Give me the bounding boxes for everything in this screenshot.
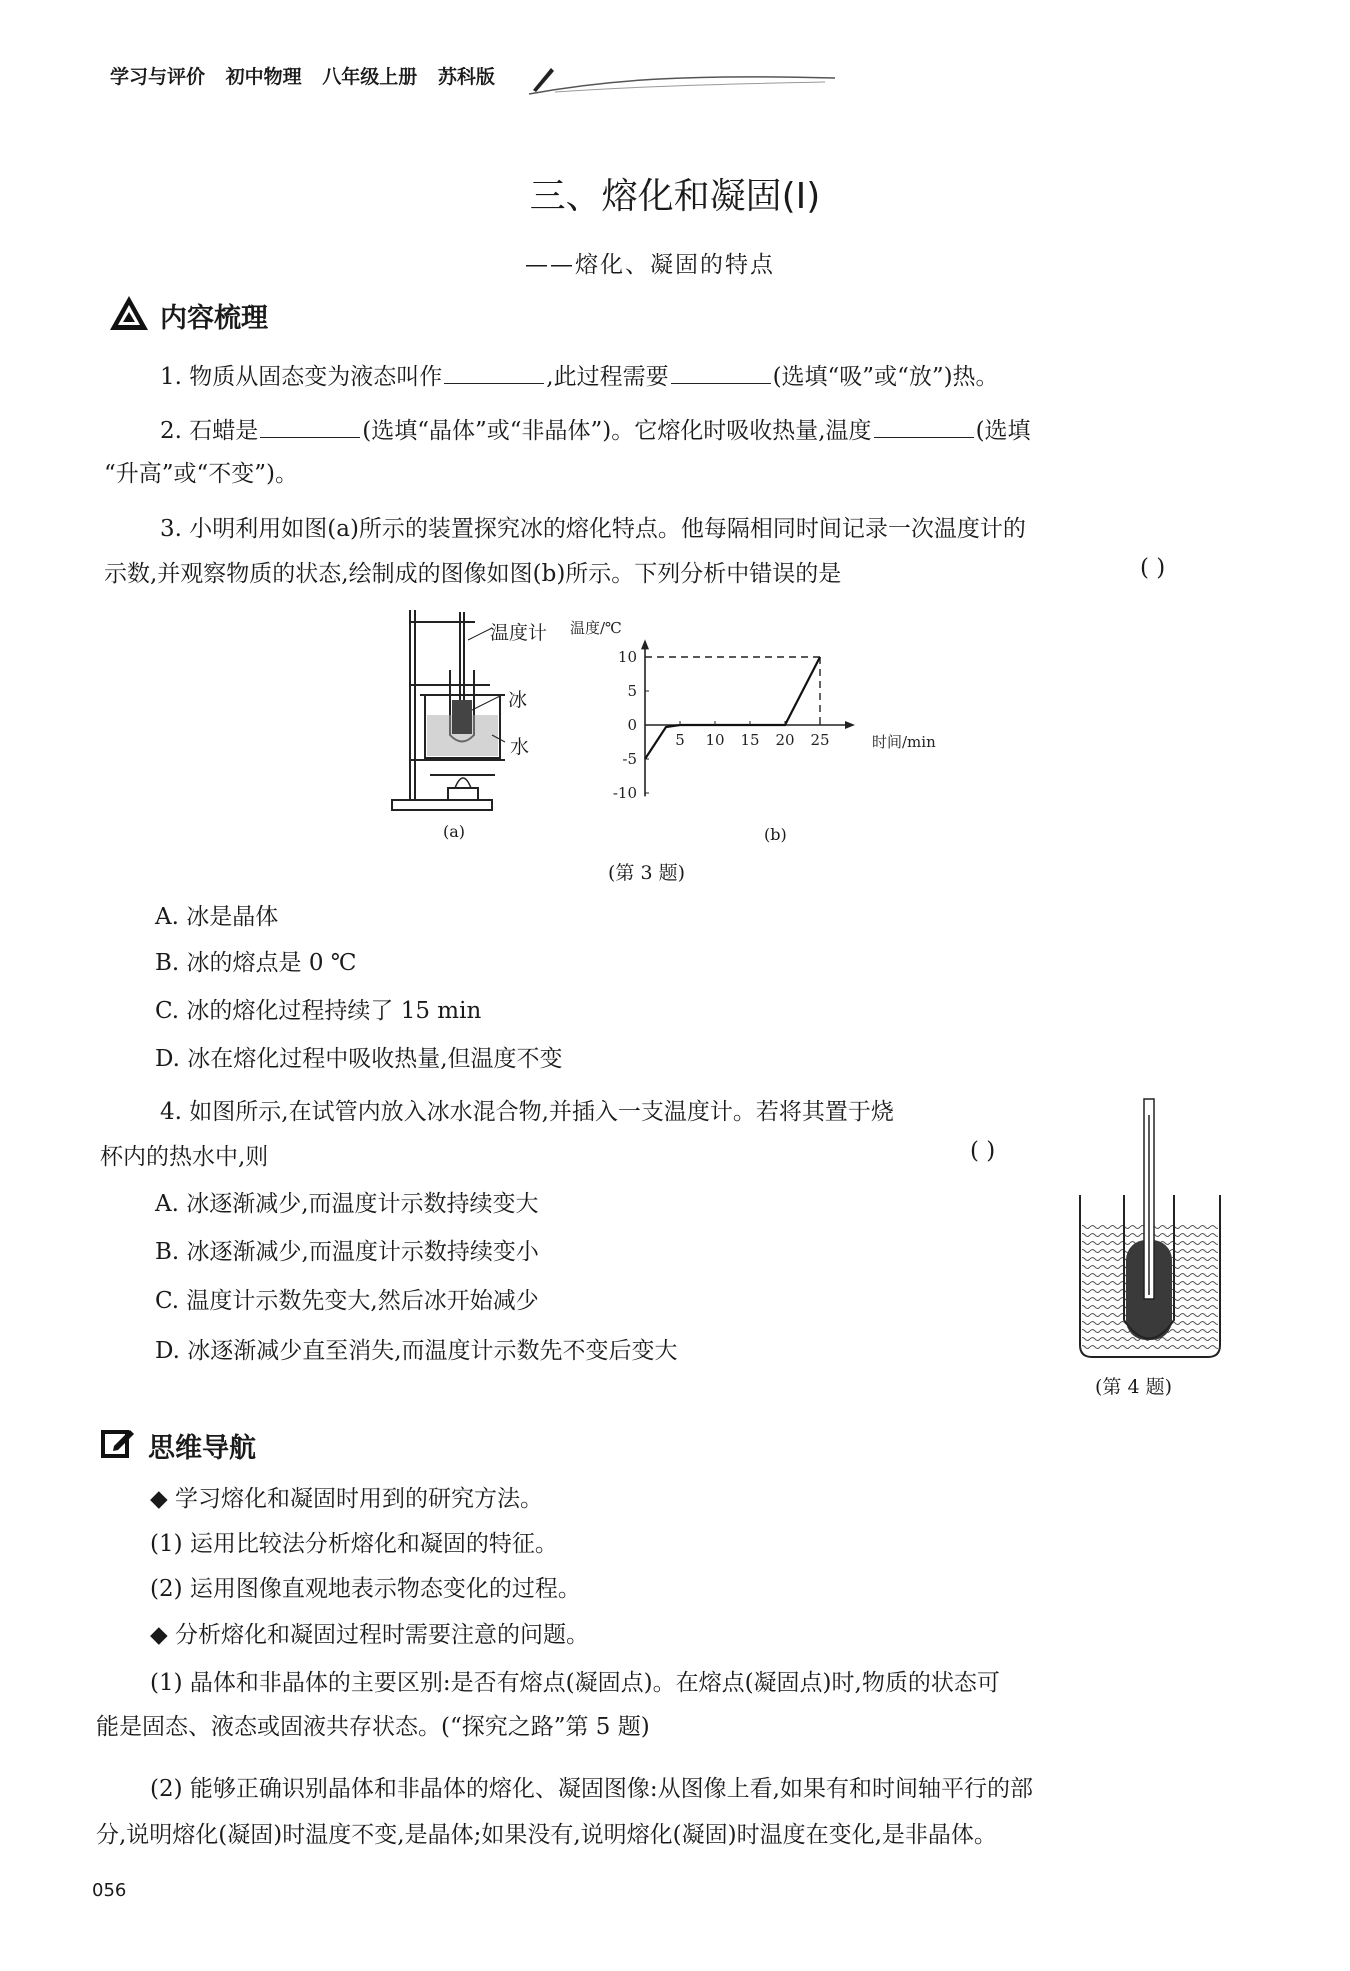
section-title-navigation: 思维导航 — [148, 1433, 256, 1464]
nav-bullet-1 — [150, 1480, 543, 1513]
figure-4-caption: (第 4 题) — [1095, 1376, 1172, 1398]
nav-para-1-line-1: (1) 晶体和非晶体的主要区别:是否有熔点(凝固点)。在熔点(凝固点)时,物质的状态可 — [150, 1670, 1000, 1696]
page-subtitle: ——熔化、凝固的特点 — [525, 252, 775, 278]
q3-line-2: 示数,并观察物质的状态,绘制成的图像如图(b)所示。下列分析中错误的是 — [104, 561, 842, 587]
chart-xlabel: 时间/min — [872, 733, 936, 751]
chart-y-tick-label: 10 — [617, 648, 637, 666]
running-header — [110, 62, 509, 89]
figure-b-chart — [560, 610, 980, 840]
chart-x-tick-label: 10 — [705, 731, 725, 749]
label-ice: 冰 — [508, 689, 528, 711]
q4-line-2: 杯内的热水中,则 — [100, 1144, 269, 1170]
header-pen-icon — [525, 60, 845, 100]
chart-y-tick-label: -10 — [612, 784, 637, 802]
header-subject: 初中物理 — [225, 66, 302, 88]
q2-blank-2 — [874, 436, 974, 438]
page-title: 三、熔化和凝固(Ⅰ) — [529, 176, 821, 217]
chart-x-tick-label: 15 — [740, 731, 760, 749]
label-water: 水 — [510, 736, 530, 758]
chart-x-arrow — [845, 721, 855, 729]
header-grade: 八年级上册 — [322, 66, 418, 88]
chart-y-tick-label: 0 — [627, 716, 637, 734]
chart-guides — [645, 657, 820, 725]
q4-option-b: B. 冰逐渐减少,而温度计示数持续变小 — [155, 1239, 539, 1265]
q1-blank-2 — [671, 382, 771, 384]
diamond-bullet-icon: ◆ — [150, 1486, 175, 1512]
q2-text-c: (选填 — [975, 418, 1031, 444]
nav-para-2-line-2: 分,说明熔化(凝固)时温度不变,是晶体;如果没有,说明熔化(凝固)时温度在变化,是非晶体。 — [96, 1822, 997, 1848]
edit-section-icon — [100, 1426, 138, 1460]
q2-text-b: (选填“晶体”或“非晶体”)。它熔化时吸收热量,温度 — [362, 418, 872, 444]
chart-y-arrow — [641, 639, 649, 649]
q3-option-d: D. 冰在熔化过程中吸收热量,但温度不变 — [155, 1046, 563, 1072]
triangle-section-icon — [108, 294, 150, 332]
question-2 — [160, 412, 1031, 445]
chart-x-tick-label: 5 — [675, 731, 685, 749]
q4-answer-bracket: ( ) — [970, 1138, 996, 1164]
chart-y-tick-label: -5 — [622, 750, 637, 768]
chart-y-tick-label: 5 — [627, 682, 637, 700]
q2-line-2: “升高”或“不变”)。 — [104, 461, 299, 487]
q4-option-c: C. 温度计示数先变大,然后冰开始减少 — [155, 1288, 539, 1314]
figure-a-apparatus — [380, 600, 580, 840]
q4-line-1: 4. 如图所示,在试管内放入冰水混合物,并插入一支温度计。若将其置于烧 — [160, 1099, 894, 1125]
figure-a-caption: (a) — [443, 822, 466, 841]
nav-bullet-2-text: 分析熔化和凝固过程时需要注意的问题。 — [175, 1622, 589, 1648]
page-number: 056 — [92, 1880, 127, 1901]
q1-blank-1 — [444, 382, 544, 384]
figure-4-beaker — [1070, 1095, 1230, 1365]
q2-text-a: 2. 石蜡是 — [160, 418, 259, 444]
nav-item-1-2: (2) 运用图像直观地表示物态变化的过程。 — [150, 1576, 581, 1602]
q3-option-a: A. 冰是晶体 — [155, 904, 279, 930]
nav-bullet-2 — [150, 1616, 589, 1649]
question-1 — [160, 358, 999, 391]
q1-text-b: ,此过程需要 — [546, 364, 669, 390]
q3-line-1: 3. 小明利用如图(a)所示的装置探究冰的熔化特点。他每隔相同时间记录一次温度计的 — [160, 516, 1026, 542]
diamond-bullet-icon: ◆ — [150, 1622, 175, 1648]
nav-para-1-line-2: 能是固态、液态或固液共存状态。(“探究之路”第 5 题) — [96, 1714, 650, 1740]
q1-text-a: 1. 物质从固态变为液态叫作 — [160, 364, 443, 390]
q4-option-a: A. 冰逐渐减少,而温度计示数持续变大 — [155, 1191, 539, 1217]
label-thermometer: 温度计 — [490, 622, 548, 644]
figure-3-caption: (第 3 题) — [608, 862, 685, 884]
figure-b-caption: (b) — [764, 825, 787, 844]
chart-ylabel: 温度/℃ — [570, 619, 622, 637]
q3-option-c: C. 冰的熔化过程持续了 15 min — [155, 998, 482, 1024]
header-edition: 苏科版 — [437, 66, 495, 88]
nav-para-2-line-1: (2) 能够正确识别晶体和非晶体的熔化、凝固图像:从图像上看,如果有和时间轴平行的部 — [150, 1776, 1033, 1802]
q3-answer-bracket: ( ) — [1140, 555, 1166, 581]
q2-blank-1 — [260, 436, 360, 438]
chart-x-tick-label: 25 — [810, 731, 830, 749]
nav-bullet-1-text: 学习熔化和凝固时用到的研究方法。 — [175, 1486, 543, 1512]
chart-axes — [641, 639, 855, 796]
header-series: 学习与评价 — [110, 66, 206, 88]
q4-option-d: D. 冰逐渐减少直至消失,而温度计示数先不变后变大 — [155, 1338, 678, 1364]
chart-x-tick-label: 20 — [775, 731, 795, 749]
q1-text-c: (选填“吸”或“放”)热。 — [772, 364, 999, 390]
section-title-content: 内容梳理 — [160, 303, 268, 334]
nav-item-1-1: (1) 运用比较法分析熔化和凝固的特征。 — [150, 1531, 558, 1557]
q3-option-b: B. 冰的熔点是 0 ℃ — [155, 950, 357, 976]
